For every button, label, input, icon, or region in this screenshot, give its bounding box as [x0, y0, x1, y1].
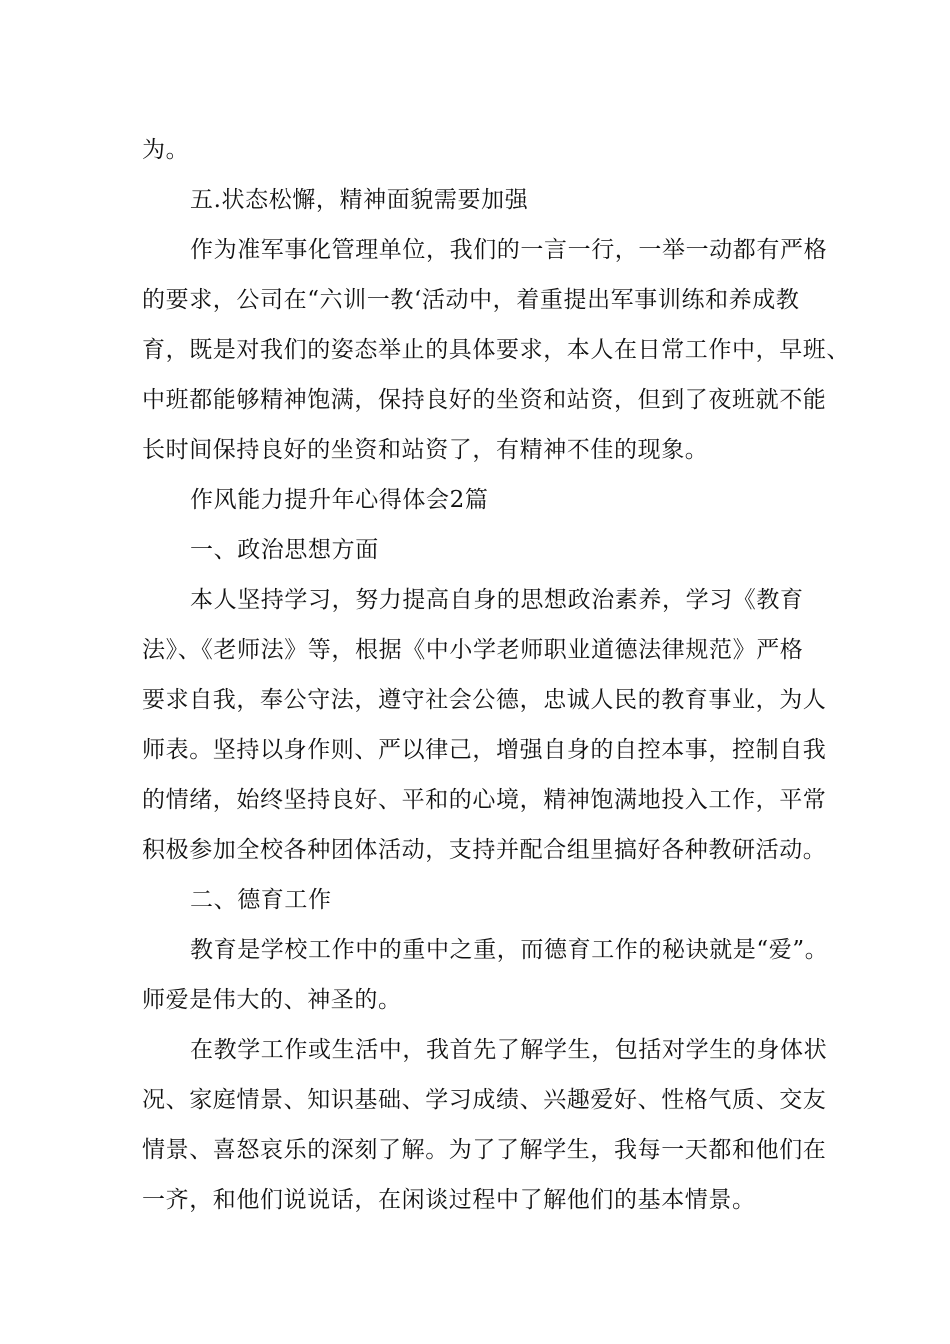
text-line: 长时间保持良好的坐资和站资了，有精神不佳的现象。: [142, 437, 709, 463]
text-line: 中班都能够精神饱满，保持良好的坐资和站资，但到了夜班就不能: [142, 387, 827, 413]
text-line: 作为准军事化管理单位，我们的一言一行，一举一动都有严格: [190, 237, 828, 263]
text-line: 本人坚持学习，努力提高自身的思想政治素养，学习《教育: [190, 587, 804, 613]
section-heading: 二、德育工作: [190, 887, 332, 913]
text-line: 法》、《老师法》等，根据《中小学老师职业道德法律规范》严格: [142, 637, 804, 663]
text-line: 师表。坚持以身作则、严以律己，增强自身的自控本事，控制自我: [142, 737, 827, 763]
text-line: 情景、喜怒哀乐的深刻了解。为了了解学生，我每一天都和他们在: [142, 1137, 827, 1163]
text-line: 积极参加全校各种团体活动，支持并配合组里搞好各种教研活动。: [142, 837, 827, 863]
text-line: 师爱是伟大的、神圣的。: [142, 987, 402, 1013]
text-line: 况、家庭情景、知识基础、学习成绩、兴趣爱好、性格气质、交友: [142, 1087, 827, 1113]
text-line: 教育是学校工作中的重中之重，而德育工作的秘诀就是“爱”。: [190, 937, 829, 963]
text-line: 要求自我，奉公守法，遵守社会公德，忠诚人民的教育事业，为人: [142, 687, 827, 713]
text-line: 的情绪，始终坚持良好、平和的心境，精神饱满地投入工作，平常: [142, 787, 827, 813]
text-line: 为。: [142, 137, 190, 163]
text-line: 的要求，公司在“六训一教‘活动中，着重提出军事训练和养成教: [142, 287, 800, 313]
document-title: 作风能力提升年心得体会2篇: [190, 487, 489, 513]
text-line: 一齐，和他们说说话，在闲谈过程中了解他们的基本情景。: [142, 1187, 756, 1213]
text-line: 在教学工作或生活中，我首先了解学生，包括对学生的身体状: [190, 1037, 828, 1063]
text-line: 育，既是对我们的姿态举止的具体要求，本人在日常工作中，早班、: [142, 337, 850, 363]
section-heading: 一、政治思想方面: [190, 537, 379, 563]
section-heading: 五.状态松懈，精神面貌需要加强: [190, 187, 529, 213]
